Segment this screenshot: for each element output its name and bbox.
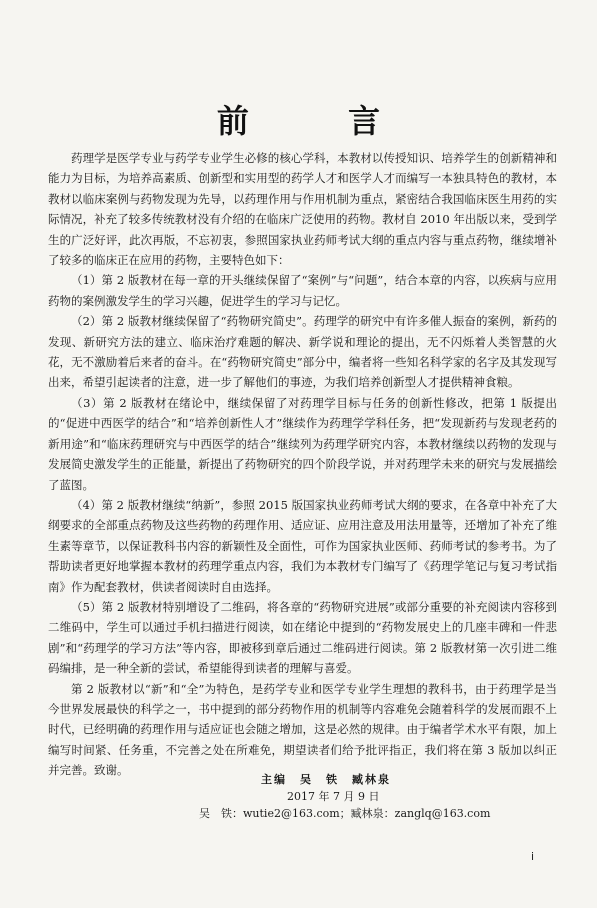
paragraph-intro: 药理学是医学专业与药学专业学生必修的核心学科，本教材以传授知识、培养学生的创新精神和能力为目标，为培养高素质、创新型和实用型的药学人才和医学人才而编写一本独具特色的教材，本教材以临床案例与药物发现为先导，以药理作用与作用机制为重点，紧密结合我国临床医生用药的实际情况，补充了较多传统教材没有介绍的在临床广泛使用的药物。教材自 2010 年出版以来，受到学生的广泛好评，此次再版，不忘初衷，参照国家执业药师考试大纲的重点内容与重点药物，继续增补了较多的临床正在应用的药物，主要特色如下： [48,151,557,268]
preface-body [48,148,557,781]
paragraph-feature-1: （1）第 2 版教材在每一章的开头继续保留了“案例”与“问题”，结合本章的内容，以疾病与应用药物的案例激发学生的学习兴趣，促进学生的学习与记忆。 [48,273,557,308]
signature-block [199,771,529,822]
date-line: 2017 年 7 月 9 日 [287,790,380,803]
paragraph-feature-2: （2）第 2 版教材继续保留了“药物研究简史”。药理学的研究中有许多催人振奋的案例，新药的发现、新研究方法的建立、临床治疗难题的解决、新学说和理论的提出，无不闪烁着人类智慧的火花，无不激励着后来者的奋斗。在“药物研究简史”部分中，编者将一些知名科学家的名字及其发现写出来，希望引起读者的注意，进一步了解他们的事迹，为我们培养创新型人才提供精神食粮。 [48,314,557,390]
paragraph-feature-3: （3）第 2 版教材在绪论中，继续保留了对药理学目标与任务的创新性修改，把第 1 版提出的“促进中西医学的结合”和“培养创新性人才”继续作为药理学学科任务，把“发现新药与发现老药的新用途”和“临床药理研究与中西医学的结合”继续列为药理学研究内容，本教材继续以药物的发现与发展简史激发学生的正能量，新提出了药物研究的四个阶段学说，并对药理学未来的研究与发展描绘了蓝图。 [48,395,557,492]
editors-line: 主编 吴 铁 臧林泉 [261,773,391,786]
paragraph-feature-4: （4）第 2 版教材继续“纳新”，参照 2015 版国家执业药师考试大纲的要求，在各章中补充了大纲要求的全部重点药物及这些药物的药理作用、适应证、应用注意及用法用量等，还增加了补充了维生素等章节，以保证教科书内容的新颖性及全面性，可作为国家执业医师、药师考试的参考书。为了帮助读者更好地掌握本教材的药理学重点内容，我们为本教材专门编写了《药理学笔记与复习考试指南》作为配套教材，供读者阅读时自由选择。 [48,497,557,594]
paragraph-feature-5: （5）第 2 版教材特别增设了二维码，将各章的“药物研究进展”或部分重要的补充阅读内容移到二维码中，学生可以通过手机扫描进行阅读，如在绪论中提到的“药物发展史上的几座丰碑和一件悲剧”和“药理学的学习方法”等内容，即被移到章后通过二维码进行阅读。第 2 版教材第一次引进二维码编排，是一种全新的尝试，希望能得到读者的理解与喜爱。 [48,599,557,676]
page-number: i [531,850,535,863]
paragraph-closing: 第 2 版教材以“新”和“全”为特色，是药学专业和医学专业学生理想的教科书，由于药理学是当今世界发展最快的科学之一，书中提到的部分药物作用的机制等内容难免会随着科学的发展而跟不上时代，已经明确的药理作用与适应证也会随之增加，这是必然的规律。由于编者学术水平有限，加上编写时间紧、任务重，不完善之处在所难免，期望读者们给予批评指正，我们将在第 3 版加以纠正并完善。致谢。 [48,681,557,778]
page-title: 前 言 [216,102,425,140]
contacts-line: 吴 铁：wutie2@163.com；臧林泉：zanglq@163.com [199,807,491,820]
